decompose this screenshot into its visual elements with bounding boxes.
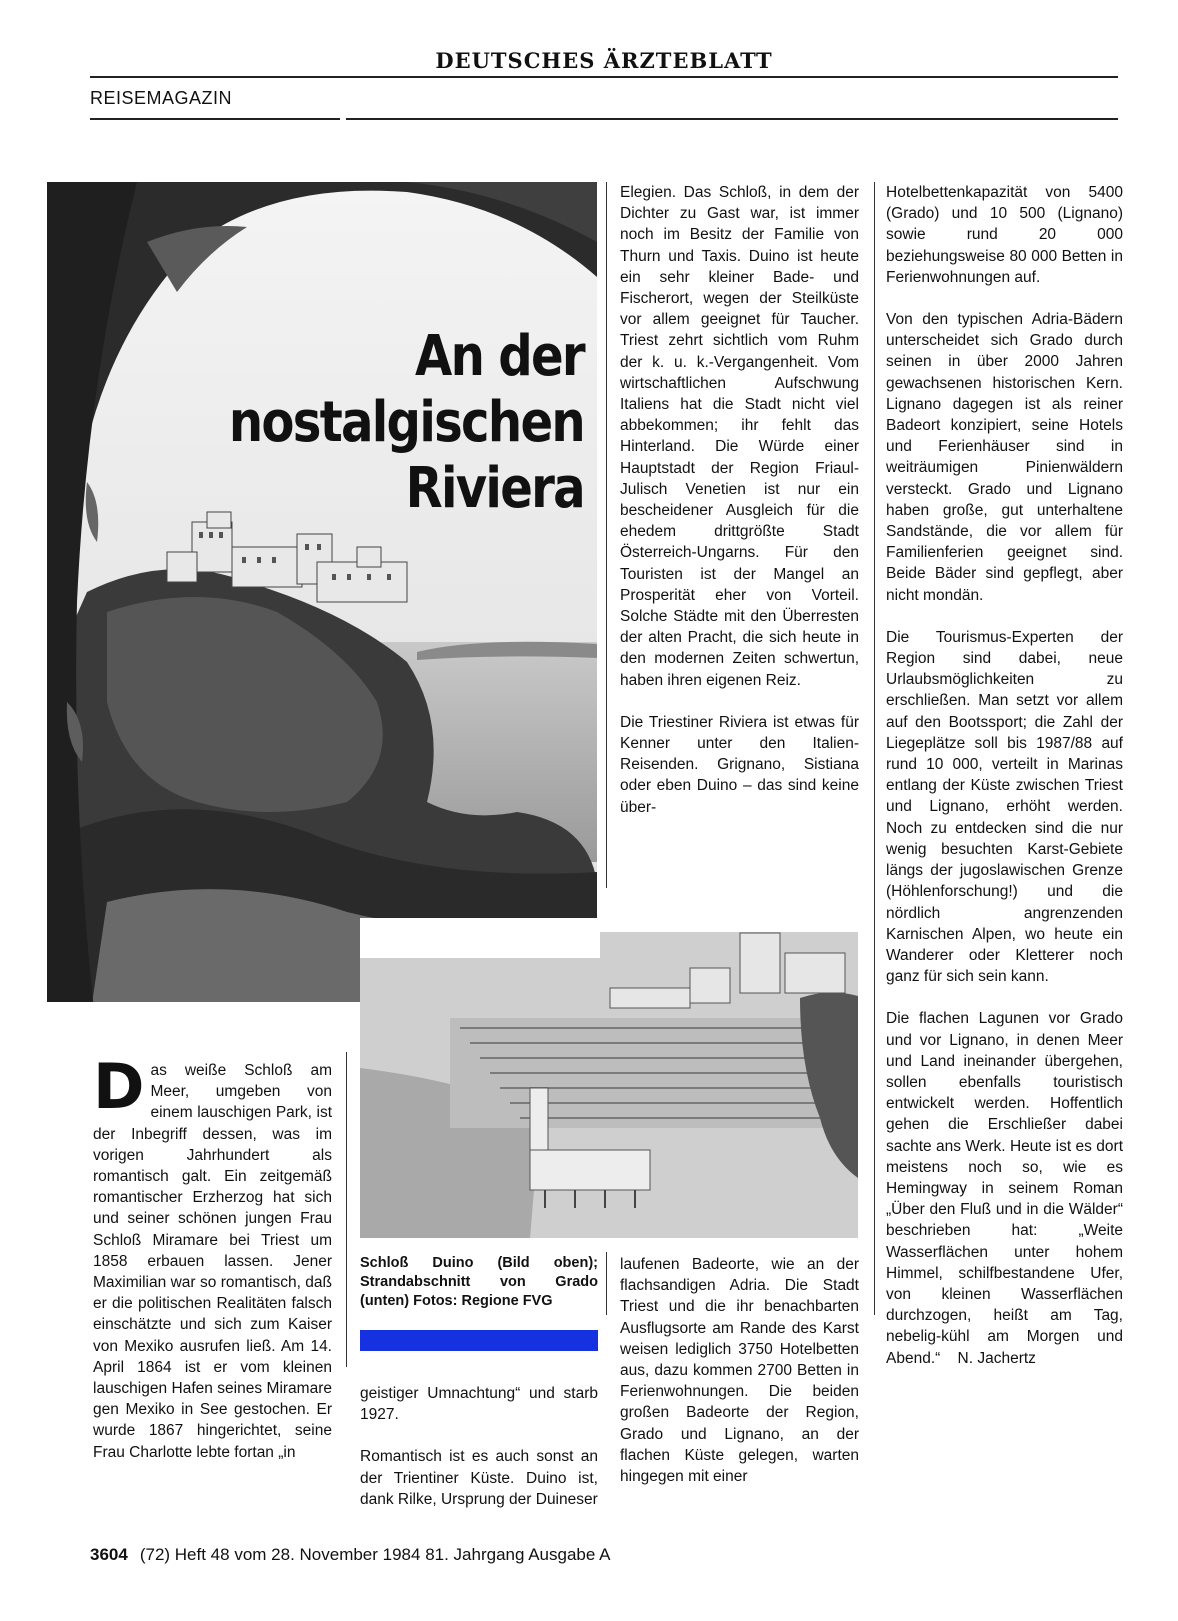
intro-text: as weiße Schloß am Meer, umgeben von einem lauschigen Park, ist der Inbegriff dessen, was im vorigen Jahrhundert als romantisch galt. Ein zeitgemäß romantischer Erzherzog hat sich und seiner schönen jungen Frau Schloß Miramare bei Triest um 1858 erbauen lassen. Jener Maximilian war so romantisch, daß er die politischen Realitäten falsch einschätzte und sich zum Kaiser von Mexiko ausrufen ließ. Am 14. April 1864 ist er vom kleinen lauschigen Hafen seines Miramare gen Mexiko in See gestochen. Er wurde 1867 hingerichtet, seine Frau Charlotte lebte fortan „in	[93, 1062, 332, 1461]
drop-cap: D	[93, 1050, 145, 1123]
castle-photo	[47, 182, 597, 1037]
column-rule	[606, 1252, 607, 1315]
column-rule	[874, 182, 875, 1315]
headline-line-3: Riviera	[405, 456, 584, 521]
column-c	[886, 182, 1123, 1369]
section-rule-right	[346, 118, 1118, 120]
page-footer	[90, 1545, 610, 1565]
column-b-bottom	[620, 1254, 859, 1487]
photo-caption: Schloß Duino (Bild oben); Strandabschnitt von Grado (unten) Fotos: Regione FVG	[360, 1255, 598, 1309]
intro-column	[93, 1050, 332, 1463]
paragraph: Von den typischen Adria-Bädern unterscheidet sich Grado durch seinen in über 2000 Jahren gewachsenen historischen Kern. Lignano dagegen ist als reiner Badeort konzipiert, seine Hotels und Ferienhäuser sind in weiträumigen Pinienwäldern versteckt. Grado und Lignano haben große, gut unterhaltene Sandstände, die vor allem für Familienferien geeignet sind. Beide Bäder sind gepflegt, aber nicht mondän.	[886, 311, 1123, 604]
final-paragraph-text: Die flachen Lagunen vor Grado und vor Lignano, in denen Meer und Land ineinander übergehen, sollen ebenfalls touristisch entwickelt werden. Hoffentlich gehen die Erschließer dabei sachte ans Werk. Heute ist es dort meistens noch so, wie es Hemingway in seinem Roman „Über den Fluß und in die Wälder“ beschrieben hat: „Weite Wasserflächen unter hohem Himmel, schilfbestandene Ufer, von kleinen Wasserflächen durchzogen, heißt am Tag, nebelig-kühl am Morgen und Abend.“	[886, 1010, 1123, 1367]
article-headline	[229, 324, 584, 522]
column-b-top	[620, 182, 859, 818]
section-rule-left	[90, 118, 340, 120]
masthead: DEUTSCHES ÄRZTEBLATT	[435, 48, 773, 73]
column-rule	[606, 182, 607, 888]
paragraph: geistiger Umnachtung“ und starb 1927.	[360, 1385, 598, 1424]
paragraph: laufenen Badeorte, wie an der flachsandigen Adria. Die Stadt Triest und die ihr benachbarten Ausflugsorte am Rande des Karst weisen lediglich 3750 Hotelbetten aus, dazu kommen 2700 Betten in Ferienwohnungen. Die beiden großen Badeorte der Region, Grado und Lignano, an der flachen Küste gelegen, warten hingegen mit einer	[620, 1256, 859, 1486]
paragraph: Die Triestiner Riviera ist etwas für Kenner unter den Italien-Reisenden. Grignano, Sistiana oder eben Duino – das sind keine über-	[620, 713, 859, 816]
headline-line-2: nostalgischen	[228, 390, 584, 455]
column-rule	[346, 1052, 347, 1367]
paragraph	[886, 1008, 1123, 1368]
paragraph: Hotelbettenkapazität von 5400 (Grado) und 10 500 (Lignano) sowie rund 20 000 beziehungsweise 80 000 Betten in Ferienwohnungen auf.	[886, 184, 1123, 286]
section-label: REISEMAGAZIN	[90, 88, 233, 108]
beach-photo	[360, 918, 858, 1238]
author-signature: N. Jachertz	[957, 1349, 1036, 1367]
paragraph: Romantisch ist es auch sonst an der Trientiner Küste. Duino ist, dank Rilke, Ursprung der Duineser	[360, 1448, 598, 1508]
paragraph: Die Tourismus-Experten der Region sind dabei, neue Urlaubsmöglichkeiten zu erschließen. Man setzt vor allem auf den Bootssport; die Zahl der Liegeplätze soll bis 1987/88 auf rund 10 000, verteilt in Marinas entlang der Küste zwischen Triest und Lignano, erhöht werden. Noch zu entdecken sind die nur wenig besuchten Karst-Gebiete längs der jugoslawischen Grenze (Höhlenforschung!) und die nördlich angrenzenden Karnischen Alpen, wo heute ein Wanderer oder Kletterer noch ganz für sich sein kann.	[886, 628, 1123, 986]
accent-bar	[360, 1330, 598, 1351]
paragraph: Elegien. Das Schloß, in dem der Dichter zu Gast war, ist immer noch im Besitz der Familie von Thurn und Taxis. Duino ist heute ein sehr kleiner Bade- und Fischerort, wegen der Steilküste vor allem geeignet für Taucher. Triest zehrt sichtlich vom Ruhm der k. u. k.-Vergangenheit. Vom wirtschaftlichen Aufschwung Italiens hat die Stadt nicht viel abbekommen; ihr fehlt das Hinterland. Die Würde einer Hauptstadt der Region Friaul-Julisch Venetien ist nur ein bescheidener Ausgleich für die ehedem drittgrößte Stadt Österreich-Ungarns. Für den Touristen ist der Mangel an Prosperität eher von Vorteil. Solche Städte mit den Überresten der alten Pracht, die sich heute in den modernen Zeiten schwertun, haben ihren eigenen Reiz.	[620, 184, 859, 689]
issue-info: (72) Heft 48 vom 28. November 1984 81. Jahrgang Ausgabe A	[139, 1545, 611, 1564]
middle-column	[360, 1383, 598, 1510]
page-number: 3604	[90, 1545, 128, 1564]
masthead-rule	[90, 76, 1118, 78]
headline-line-1: An der	[415, 324, 584, 389]
